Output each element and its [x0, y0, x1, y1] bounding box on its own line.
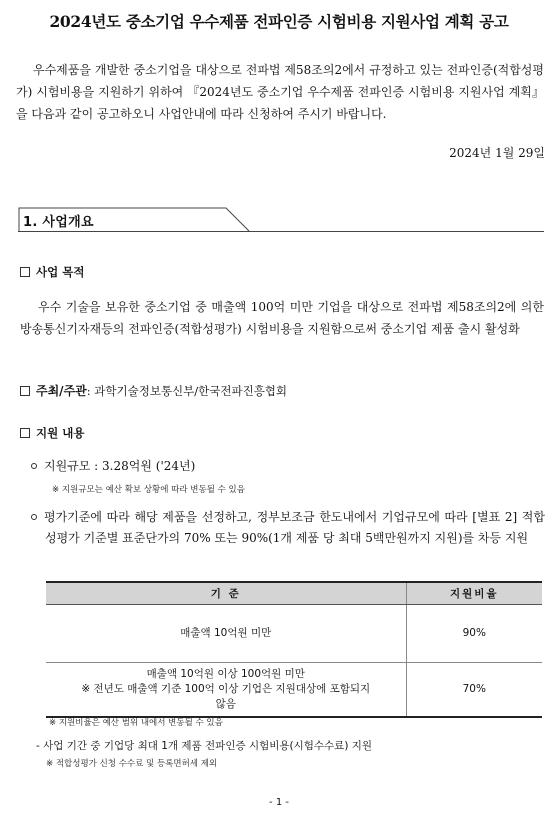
- dash-item: - 사업 기간 중 기업당 최대 1개 제품 전파인증 시험비용(시험수수료) 지원: [36, 740, 373, 752]
- table-row: [46, 604, 542, 662]
- page-number: - 1 -: [269, 797, 289, 808]
- announcement-date: 2024년 1월 29일: [449, 146, 545, 160]
- table-row: [46, 662, 542, 717]
- support-scale-text: 지원규모 : 3.28억원 ('24년): [44, 459, 196, 473]
- table-cell-criterion: 매출액 10억원 미만: [46, 604, 406, 662]
- table-header-criterion: 기 준: [46, 582, 406, 604]
- section-title: 1. 사업개요: [23, 215, 94, 230]
- support-heading: [20, 425, 84, 441]
- support-criteria: [31, 507, 545, 549]
- support-criteria-text: 평가기준에 따라 해당 제품을 선정하고, 정부보조금 한도내에서 기업규모에 따라 [별표 2] 적합성평가 기준별 표준단가의 70% 또는 90%(1개 제품 당 최대 5백만원까지 지원)를 차등 지원: [44, 510, 545, 545]
- circle-bullet-icon: [31, 514, 37, 520]
- section-header-overview: [18, 207, 250, 232]
- circle-bullet-icon: [31, 463, 37, 469]
- table-header-ratio: 지원비율: [406, 582, 542, 604]
- dash-note: ※ 적합성평가 신청 수수료 및 등록면허세 제외: [46, 759, 218, 769]
- section-divider: [18, 231, 544, 232]
- support-ratio-table: [46, 581, 542, 718]
- table-cell-ratio: 90%: [406, 604, 542, 662]
- support-scale: [31, 456, 195, 477]
- organizer-heading: [20, 382, 287, 399]
- square-bullet-icon: [20, 267, 30, 277]
- support-scale-note: ※ 지원규모는 예산 확보 상황에 따라 변동될 수 있음: [52, 485, 245, 495]
- purpose-heading-text: 사업 목적: [36, 265, 85, 279]
- purpose-body: 우수 기술을 보유한 중소기업 중 매출액 100억 미만 기업을 대상으로 전파법 제58조의2에 의한 방송통신기자재등의 전파인증(적합성평가) 시험비용을 지원함으로써 중소기업 제품 출시 활성화: [20, 300, 544, 336]
- table-cell-criterion: [46, 662, 406, 717]
- organizer-heading-text: 주최/주관: [36, 384, 87, 398]
- criterion-note-line: ※ 전년도 매출액 기준 100억 이상 기업은 지원대상에 포함되지: [81, 682, 371, 695]
- criterion-line: 매출액 10억원 이상 100억원 미만: [146, 667, 305, 680]
- purpose-heading: [20, 264, 84, 280]
- document-title: 2024년도 중소기업 우수제품 전파인증 시험비용 지원사업 계획 공고: [49, 12, 509, 31]
- criterion-note-line: 않음: [215, 697, 236, 710]
- table-cell-ratio: 70%: [406, 662, 542, 717]
- organizer-body: : 과학기술정보통신부/한국전파진흥협회: [86, 383, 288, 398]
- intro-paragraph: 우수제품을 개발한 중소기업을 대상으로 전파법 제58조의2에서 규정하고 있는 전파인증(적합성평가) 시험비용을 지원하기 위하여 『2024년도 중소기업 우수제품 전파인증 시험비용 지원사업 계획』을 다음과 같이 공고하오니 사업안내에 따라 신청하여 주시기 바랍니다.: [16, 63, 544, 121]
- support-heading-text: 지원 내용: [36, 426, 85, 440]
- table-note: ※ 지원비율은 예산 범위 내에서 변동될 수 있음: [49, 718, 223, 728]
- square-bullet-icon: [20, 428, 30, 438]
- square-bullet-icon: [20, 386, 30, 396]
